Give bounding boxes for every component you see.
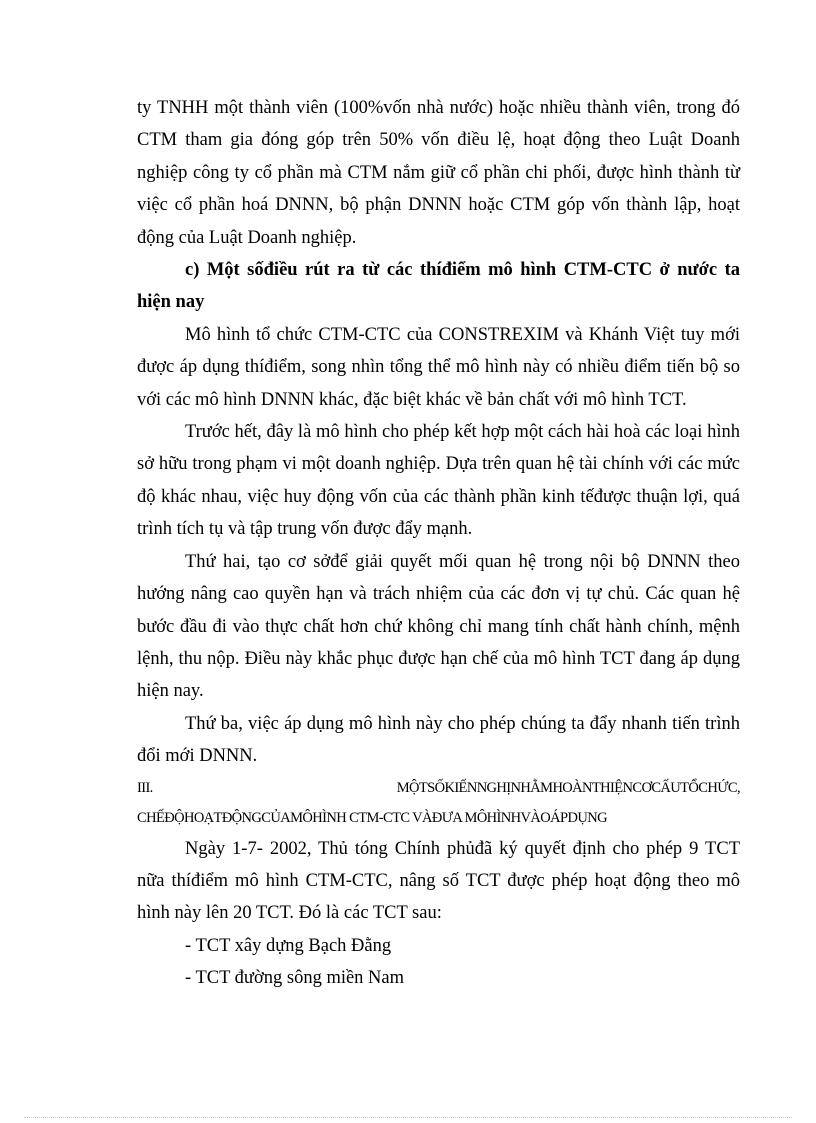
section-iii-title-line2: CHẾĐỘHOẠTĐỘNGCỦAMÔHÌNH CTM-CTC VÀĐƯA MÔHÌNHVÀOÁPDỤNG: [137, 809, 607, 826]
page-bottom-divider: [24, 1117, 792, 1118]
paragraph-6: Ngày 1-7- 2002, Thủ tóng Chính phủđã ký quyết định cho phép 9 TCT nữa thíđiểm mô hình CTM-CTC, nâng số TCT được phép hoạt động theo mô hình này lên 20 TCT. Đó là các TCT sau:: [137, 838, 740, 924]
section-iii-heading: [137, 773, 740, 803]
paragraph-1: ty TNHH một thành viên (100%vốn nhà nước) hoặc nhiều thành viên, trong đó CTM tham gia đóng góp trên 50% vốn điều lệ, hoạt động theo Luật Doanh nghiệp công ty cổ phần mà CTM nắm giữ cổ phần chi phối, được hình thành từ việc cổ phần hoá DNNN, bộ phận DNNN hoặc CTM góp vốn thành lập, hoạt động của Luật Doanh nghiệp.: [137, 98, 740, 248]
list-item: - TCT đường sông miền Nam: [185, 968, 405, 989]
paragraph-3: Trước hết, đây là mô hình cho phép kết hợp một cách hài hoà các loại hình sở hữu trong phạm vi một doanh nghiệp. Dựa trên quan hệ tài chính với các mức độ khác nhau, việc huy động vốn của các thành phần kinh tếđược thuận lợi, quá trình tích tụ và tập trung vốn được đẩy mạnh.: [137, 422, 740, 540]
paragraph-5: Thứ ba, việc áp dụng mô hình này cho phép chúng ta đẩy nhanh tiến trình đổi mới DNNN.: [137, 713, 740, 767]
paragraph-4: Thứ hai, tạo cơ sởđể giải quyết mối quan hệ trong nội bộ DNNN theo hướng nâng cao quyền hạn và trách nhiệm của các đơn vị tự chủ. Các quan hệ bước đầu đi vào thực chất hơn chứ không chỉ mang tính chất hành chính, mệnh lệnh, thu nộp. Điều này khắc phục được hạn chế của mô hình TCT đang áp dụng hiện nay.: [137, 551, 740, 702]
section-iii-number: III.: [137, 779, 153, 796]
document-page: [137, 92, 740, 995]
list-item: - TCT xây dựng Bạch Đằng: [185, 935, 392, 956]
heading-c: c) Một sốđiều rút ra từ các thíđiểm mô hình CTM-CTC ở nước ta hiện nay: [137, 260, 740, 313]
section-iii-title-line1: MỘTSỐKIẾNNGHỊNHẰMHOÀNTHIỆNCƠCẤUTỔCHỨC,: [396, 779, 740, 796]
paragraph-2: Mô hình tổ chức CTM-CTC của CONSTREXIM và Khánh Việt tuy mới được áp dụng thíđiểm, song nhìn tổng thể mô hình này có nhiều điểm tiến bộ so với các mô hình DNNN khác, đặc biệt khác về bản chất với mô hình TCT.: [137, 324, 740, 410]
